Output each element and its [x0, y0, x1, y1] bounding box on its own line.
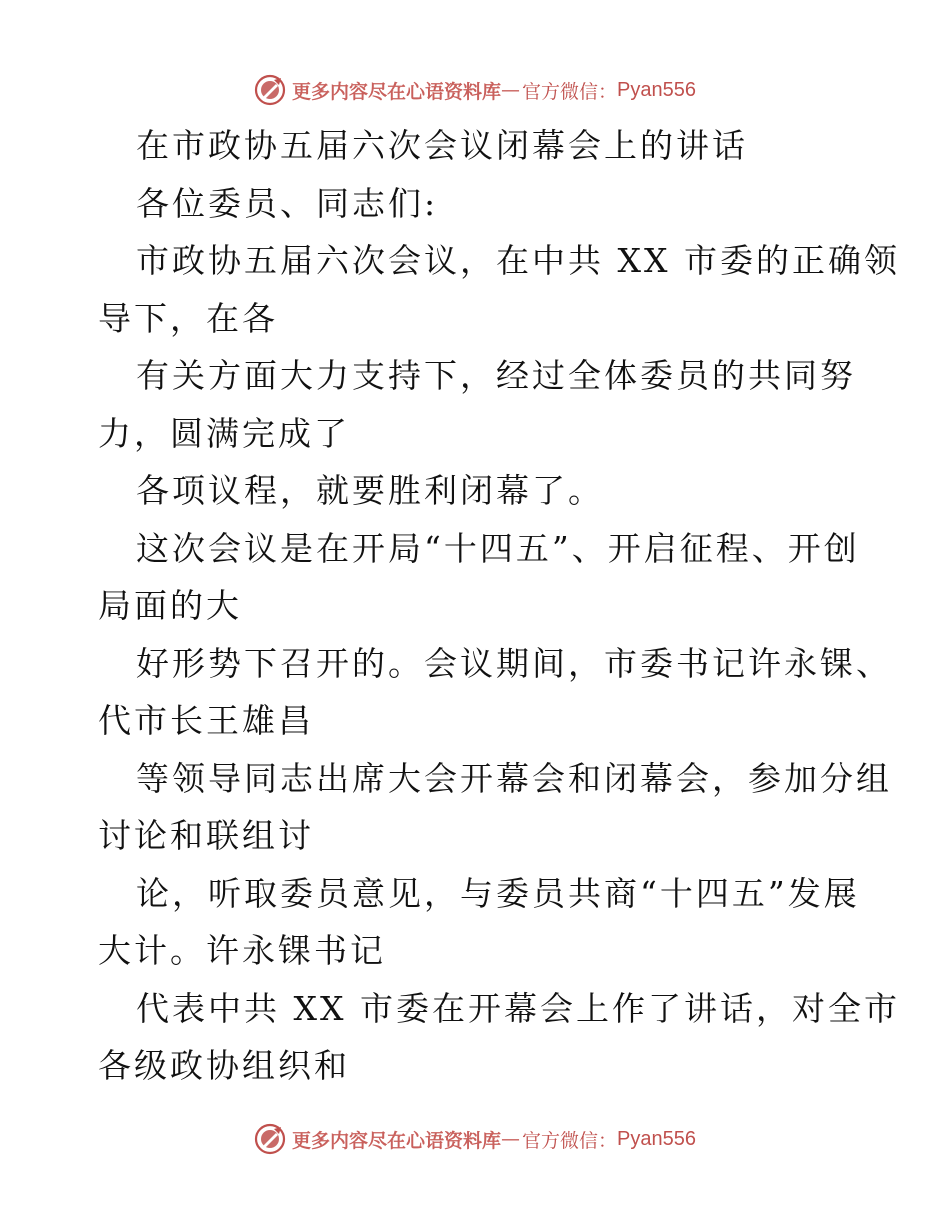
- paragraph-lines: [98, 175, 900, 1095]
- banner-brand: 更多内容尽在心语资料库: [292, 80, 502, 103]
- banner-wechat-id: Pyan556: [617, 1127, 696, 1150]
- text-line: 讨论和联组讨: [98, 816, 314, 855]
- text-line: 代表中共 XX 市委在开幕会上作了讲话，对全市: [136, 988, 900, 1028]
- text-line: 市政协五届六次会议，在中共 XX 市委的正确领: [136, 241, 900, 280]
- banner-wechat-id: Pyan556: [617, 78, 696, 101]
- text-line: 论，听取委员意见，与委员共商“十四五”发展: [136, 873, 860, 913]
- text-line: 各位委员、同志们:: [136, 183, 439, 223]
- pen-logo-icon: [254, 74, 286, 106]
- text-line: 有关方面大力支持下，经过全体委员的共同努: [136, 356, 856, 395]
- text-line: 各级政协组织和: [98, 1046, 350, 1085]
- text-line: 这次会议是在开局“十四五”、开启征程、开创: [136, 528, 860, 568]
- document-title: 在市政协五届六次会议闭幕会上的讲话: [136, 126, 748, 165]
- banner-dash: —: [501, 79, 521, 101]
- footer-banner: [0, 1119, 950, 1159]
- text-line: 导下，在各: [98, 298, 278, 338]
- banner-wechat-label: 官方微信：: [522, 80, 618, 103]
- pen-logo-icon: [254, 1123, 286, 1155]
- document-body: [98, 117, 900, 1095]
- text-line: 力，圆满完成了: [98, 413, 350, 453]
- banner-brand: 更多内容尽在心语资料库: [292, 1129, 502, 1152]
- text-line: 局面的大: [98, 586, 242, 625]
- text-line: 好形势下召开的。会议期间，市委书记许永锞、: [136, 643, 892, 683]
- banner-dash: —: [501, 1128, 521, 1150]
- text-line: 等领导同志出席大会开幕会和闭幕会，参加分组: [136, 758, 892, 798]
- header-banner: [0, 70, 950, 110]
- text-line: 大计。许永锞书记: [98, 931, 386, 970]
- banner-wechat-label: 官方微信：: [522, 1129, 618, 1152]
- text-line: 代市长王雄昌: [98, 701, 314, 740]
- text-line: 各项议程，就要胜利闭幕了。: [136, 471, 604, 510]
